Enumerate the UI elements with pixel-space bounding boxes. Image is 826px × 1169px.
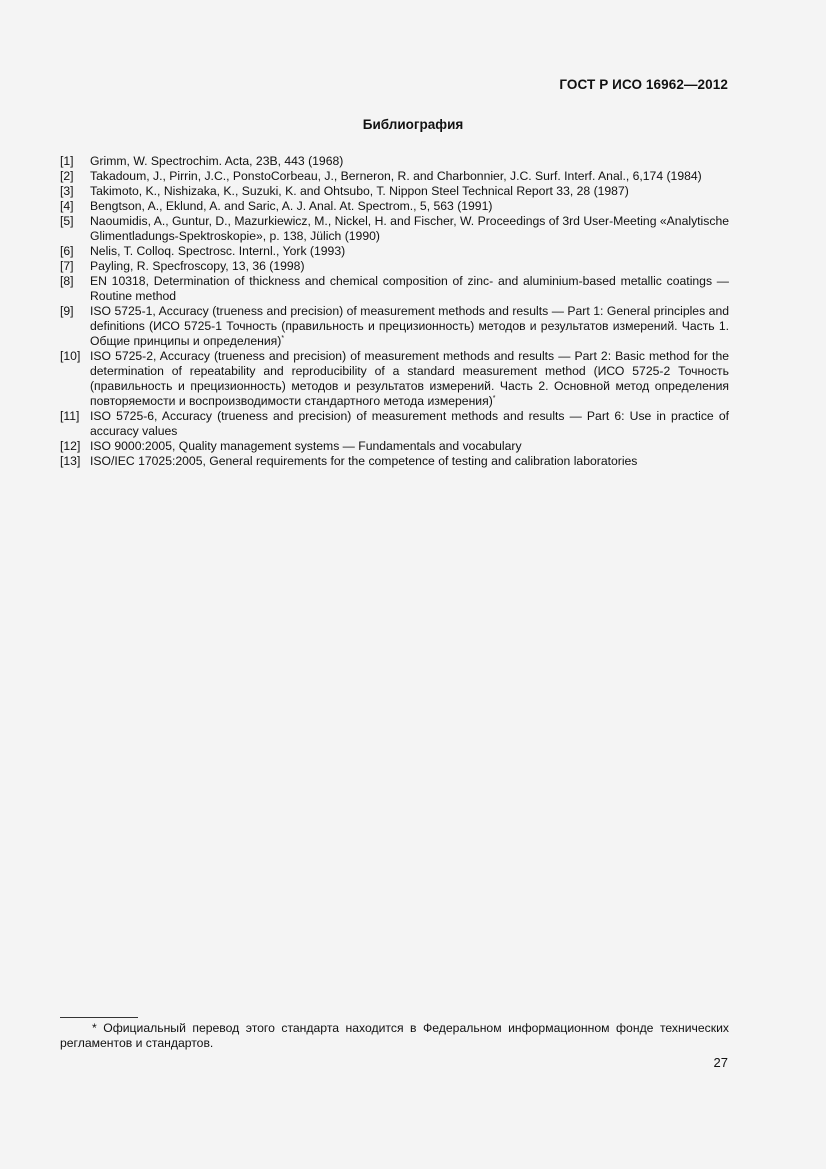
reference-number: [6] [60,244,74,258]
reference-number: [12] [60,439,81,453]
reference-item [60,199,729,214]
reference-text-wrap [90,454,729,469]
reference-text-wrap [90,349,729,409]
footnote-marker: * [281,335,285,342]
reference-item [60,259,729,274]
reference-text: ISO 5725-6, Accuracy (trueness and precision) of measurement methods and results — Part 6: Use in practice of accuracy values [90,409,729,438]
reference-item [60,154,729,169]
reference-number: [7] [60,259,74,273]
reference-text-wrap [90,409,729,439]
reference-text-wrap [90,244,729,259]
standard-code: ГОСТ Р ИСО 16962—2012 [559,77,728,92]
reference-text: ISO 5725-1, Accuracy (trueness and precision) of measurement methods and results — Part 1: General principles and definitions (ИСО 5725-1 Точность (правильность и прецизионность) методов и результатов измерений. Часть 1. Общие принципы и определения) [90,304,729,348]
reference-number: [4] [60,199,74,213]
reference-item [60,409,729,439]
reference-number: [11] [60,409,80,423]
reference-text: ISO/IEC 17025:2005, General requirements for the competence of testing and calibration laboratories [90,454,638,468]
reference-text-wrap [90,439,729,454]
reference-text-wrap [90,199,729,214]
reference-number: [2] [60,169,74,183]
reference-number: [13] [60,454,81,468]
reference-item [60,454,729,469]
reference-text: Takadoum, J., Pirrin, J.C., PonstoCorbeau, J., Berneron, R. and Charbonnier, J.C. Surf. Interf. Anal., 6,174 (1984) [90,169,702,183]
reference-text: Payling, R. Specfroscopy, 13, 36 (1998) [90,259,305,273]
reference-text: Naoumidis, A., Guntur, D., Mazurkiewicz, M., Nickel, H. and Fischer, W. Proceedings of 3rd User-Meeting «Analytische Glimentladungs-Spektroskopie», p. 138, Jülich (1990) [90,214,729,243]
reference-item [60,274,729,304]
reference-number: [1] [60,154,74,168]
reference-item [60,169,729,184]
reference-text-wrap [90,259,729,274]
reference-item [60,439,729,454]
reference-number: [9] [60,304,74,318]
reference-text-wrap [90,214,729,244]
reference-text: Grimm, W. Spectrochim. Acta, 23B, 443 (1968) [90,154,344,168]
reference-item [60,244,729,259]
reference-text: EN 10318, Determination of thickness and chemical composition of zinc- and aluminium-based metallic coatings — Routine method [90,274,729,303]
page-number: 27 [713,1055,728,1070]
reference-number: [3] [60,184,74,198]
reference-item [60,304,729,349]
reference-item [60,214,729,244]
reference-item [60,184,729,199]
bibliography-title: Библиография [362,117,464,132]
footnote-marker: * [492,395,496,402]
reference-text-wrap [90,274,729,304]
reference-text-wrap [90,154,729,169]
reference-text-wrap [90,169,729,184]
reference-text: Nelis, T. Colloq. Spectrosc. Internl., York (1993) [90,244,346,258]
reference-item [60,349,729,409]
reference-text: ISO 9000:2005, Quality management systems — Fundamentals and vocabulary [90,439,522,453]
reference-text: Bengtson, A., Eklund, A. and Saric, A. J. Anal. At. Spectrom., 5, 563 (1991) [90,199,493,213]
reference-number: [5] [60,214,74,228]
reference-text-wrap [90,184,729,199]
reference-list [60,154,729,469]
footnote: * Официальный перевод этого стандарта находится в Федеральном информационном фонде технических регламентов и стандартов. [60,1021,729,1050]
footnote-divider [60,1017,138,1018]
reference-text: Takimoto, K., Nishizaka, K., Suzuki, K. and Ohtsubo, T. Nippon Steel Technical Report 33, 28 (1987) [90,184,629,198]
reference-number: [10] [60,349,81,363]
reference-text: ISO 5725-2, Accuracy (trueness and precision) of measurement methods and results — Part 2: Basic method for the determination of repeatability and reproducibility of a standard measurement method (ИСО 5725-2 Точность (правильность и прецизионность) методов и результатов измерений. Часть 2. Основной метод определения повторяемости и воспроизводимости стандартного метода измерения) [90,349,729,408]
reference-text-wrap [90,304,729,349]
reference-number: [8] [60,274,74,288]
